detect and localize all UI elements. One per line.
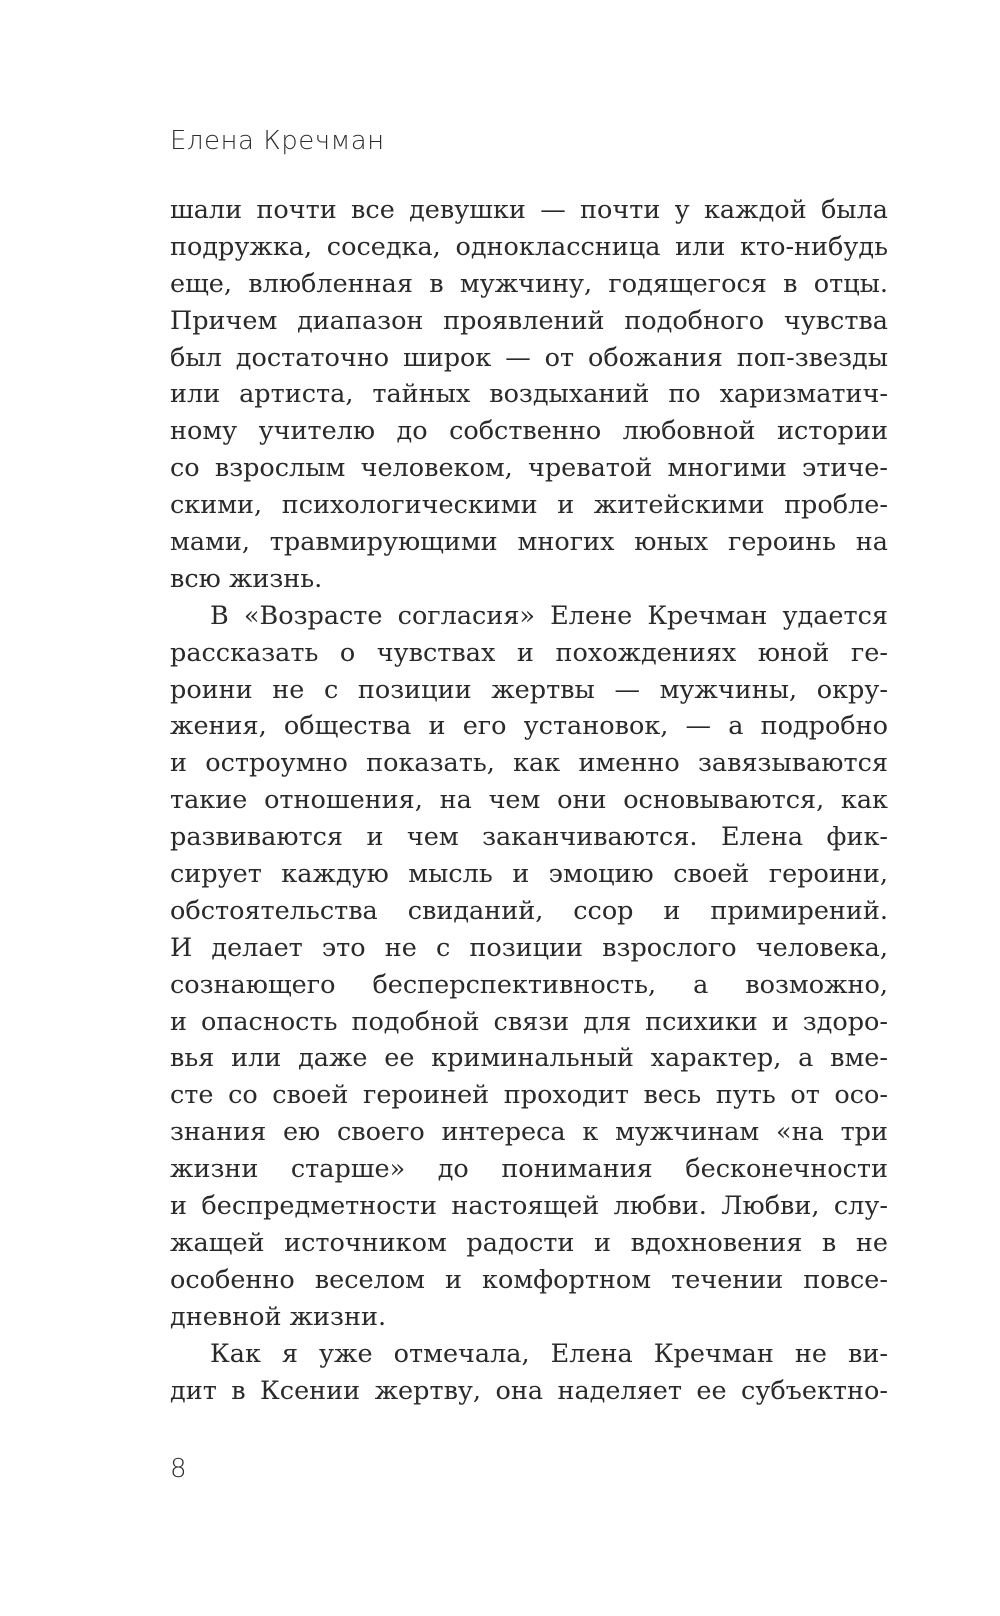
text-line: жения, общества и его установок, — а подробно [170,711,888,742]
text-line: роини не с позиции жертвы — мужчины, окру- [170,674,888,705]
text-line: сознающего бесперспективность, а возможно, [170,969,888,1000]
text-line: и остроумно показать, как именно завязываются [170,748,888,779]
text-line: мами, травмирующими многих юных героинь на [170,527,888,558]
text-line: или артиста, тайных воздыханий по харизматич- [170,379,888,410]
running-head: Елена Кречман [170,126,385,156]
text-line: вья или даже ее криминальный характер, а вме- [170,1043,888,1074]
text-line: и беспредметности настоящей любви. Любви, слу- [170,1191,888,1222]
text-line: Причем диапазон проявлений подобного чувства [170,305,888,336]
text-line: жащей источником радости и вдохновения в не [170,1227,888,1258]
text-line: сирует каждую мысль и эмоцию своей героини, [170,859,888,890]
text-line: особенно веселом и комфортном течении повсе- [170,1264,888,1295]
page-number: 8 [170,1454,187,1484]
text-line: был достаточно широк — от обожания поп-звезды [170,342,888,373]
text-line: шали почти все девушки — почти у каждой была [170,195,888,225]
text-line: развиваются и чем заканчиваются. Елена фик- [170,822,888,853]
text-line: рассказать о чувствах и похождениях юной ге- [170,637,888,668]
text-line: всю жизнь. [170,563,323,594]
text-line: ному учителю до собственно любовной истории [170,416,888,447]
text-line: сте со своей героиней проходит весь путь от осо- [170,1080,888,1111]
text-line: обстоятельства свиданий, ссор и примирений. [170,895,888,926]
text-line: такие отношения, на чем они основываются, как [170,785,888,816]
body-text [170,192,888,1409]
text-line: дневной жизни. [170,1301,387,1332]
text-line: знания ею своего интереса к мужчинам «на три [170,1117,888,1148]
text-line: Как я уже отмечала, Елена Кречман не ви- [210,1338,888,1369]
text-line: скими, психологическими и житейскими пробле- [170,490,888,521]
text-line: И делает это не с позиции взрослого человека, [170,932,888,963]
text-line: дит в Ксении жертву, она наделяет ее субъектно- [170,1375,888,1406]
text-line: еще, влюбленная в мужчину, годящегося в отцы. [170,268,888,299]
text-line: и опасность подобной связи для психики и здоро- [170,1006,888,1037]
text-line: со взрослым человеком, чреватой многими этиче- [170,453,888,484]
text-line: В «Возрасте согласия» Елене Кречман удается [210,600,888,631]
text-line: жизни старше» до понимания бесконечности [170,1154,888,1185]
text-line: подружка, соседка, одноклассница или кто-нибудь [170,231,888,262]
